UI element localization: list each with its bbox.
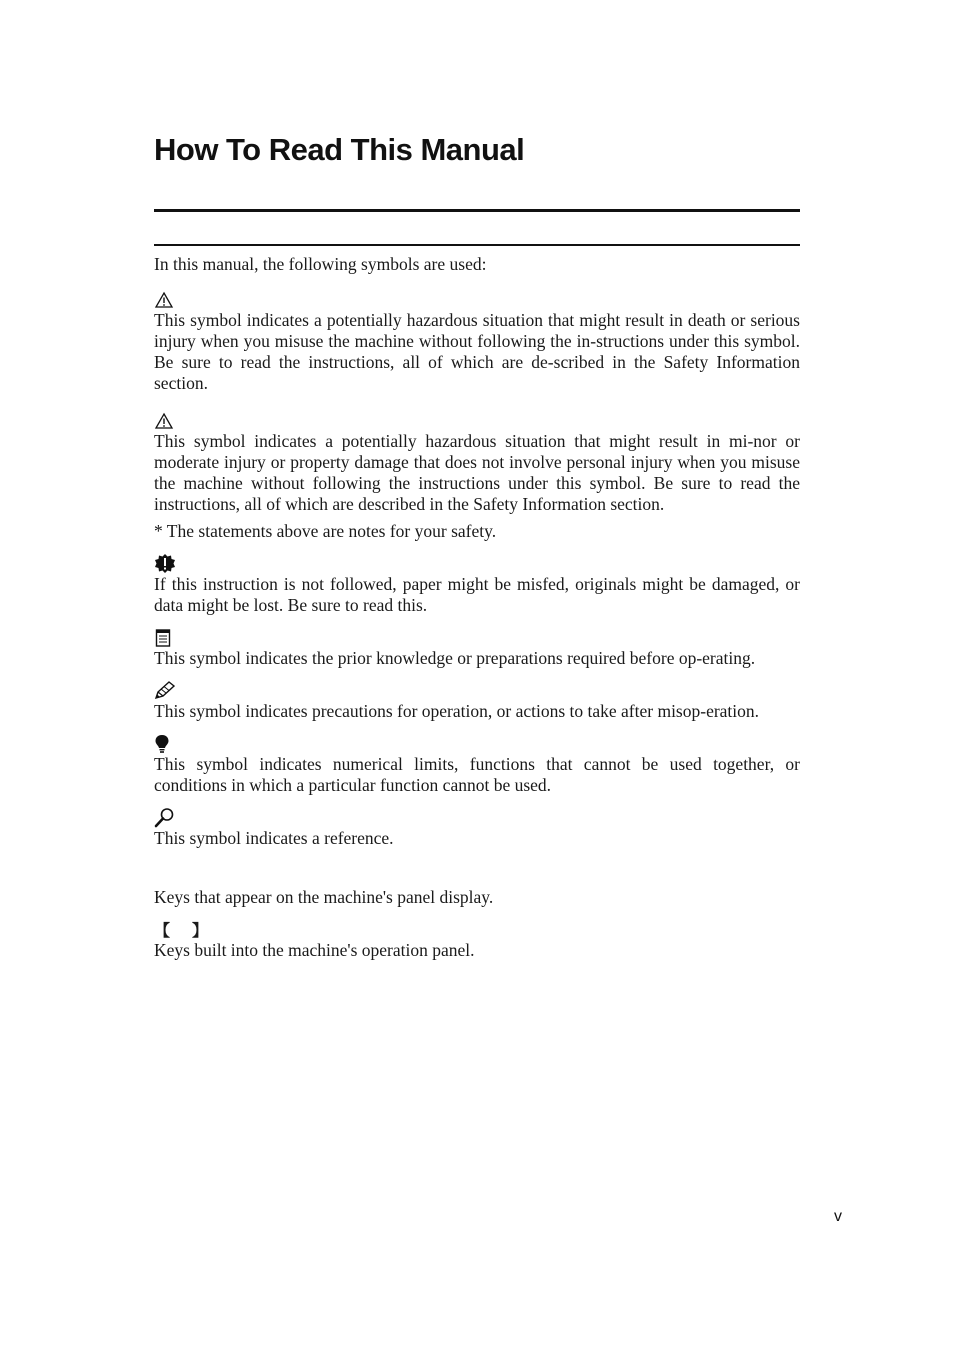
page-number: v — [834, 1208, 842, 1225]
safety-note: * The statements above are notes for your safety. — [154, 521, 497, 541]
symbol-warning — [154, 289, 800, 394]
magnifier-icon — [154, 807, 800, 828]
symbol-panel-keys — [154, 919, 800, 961]
symbol-reference — [154, 807, 800, 849]
symbol-limitation — [154, 733, 800, 796]
header-rule-thin — [154, 244, 800, 246]
reference-description: This symbol indicates a reference. — [154, 828, 394, 848]
lightbulb-icon — [154, 733, 800, 754]
pencil-icon — [154, 680, 800, 701]
important-exclamation-icon — [154, 553, 800, 574]
intro-text: In this manual, the following symbols are used: — [154, 254, 487, 274]
bracket-close: 】 — [192, 921, 209, 940]
symbol-important — [154, 553, 800, 616]
symbol-caution — [154, 410, 800, 515]
page-title: How To Read This Manual — [154, 132, 525, 167]
notepad-icon — [154, 627, 800, 648]
caution-description: This symbol indicates a potentially hazardous situation that might result in mi-nor or moderate injury or property damage that does not involve personal injury when you misuse the machine without following the instructions under this symbol. Be sure to read the instructions, all of which are described in the Safety Information section. — [154, 431, 800, 514]
panel-display-keys-description: Keys that appear on the machine's panel display. — [154, 887, 494, 907]
symbol-panel-display-keys — [154, 887, 800, 908]
caution-triangle-icon — [154, 410, 800, 431]
note-description: This symbol indicates precautions for operation, or actions to take after misop-eration. — [154, 701, 760, 721]
preparation-description: This symbol indicates the prior knowledge or preparations required before op-erating. — [154, 648, 756, 668]
key-brackets — [154, 919, 800, 940]
symbol-note — [154, 680, 800, 722]
panel-keys-description: Keys built into the machine's operation panel. — [154, 940, 475, 960]
bracket-open: 【 — [154, 921, 171, 940]
warning-triangle-icon — [154, 289, 800, 310]
warning-description: This symbol indicates a potentially hazardous situation that might result in death or serious injury when you misuse the machine without following the in-structions under this symbol. Be sure to read the instructions, all of which are de-scribed in the Safety Information section. — [154, 310, 800, 393]
important-description: If this instruction is not followed, paper might be misfed, originals might be damaged, or data might be lost. Be sure to read this. — [154, 574, 800, 615]
symbols-section — [154, 254, 800, 961]
header-rule-thick — [154, 209, 800, 212]
symbol-preparation — [154, 627, 800, 669]
limitation-description: This symbol indicates numerical limits, functions that cannot be used together, or conditions in which a particular function cannot be used. — [154, 754, 800, 795]
